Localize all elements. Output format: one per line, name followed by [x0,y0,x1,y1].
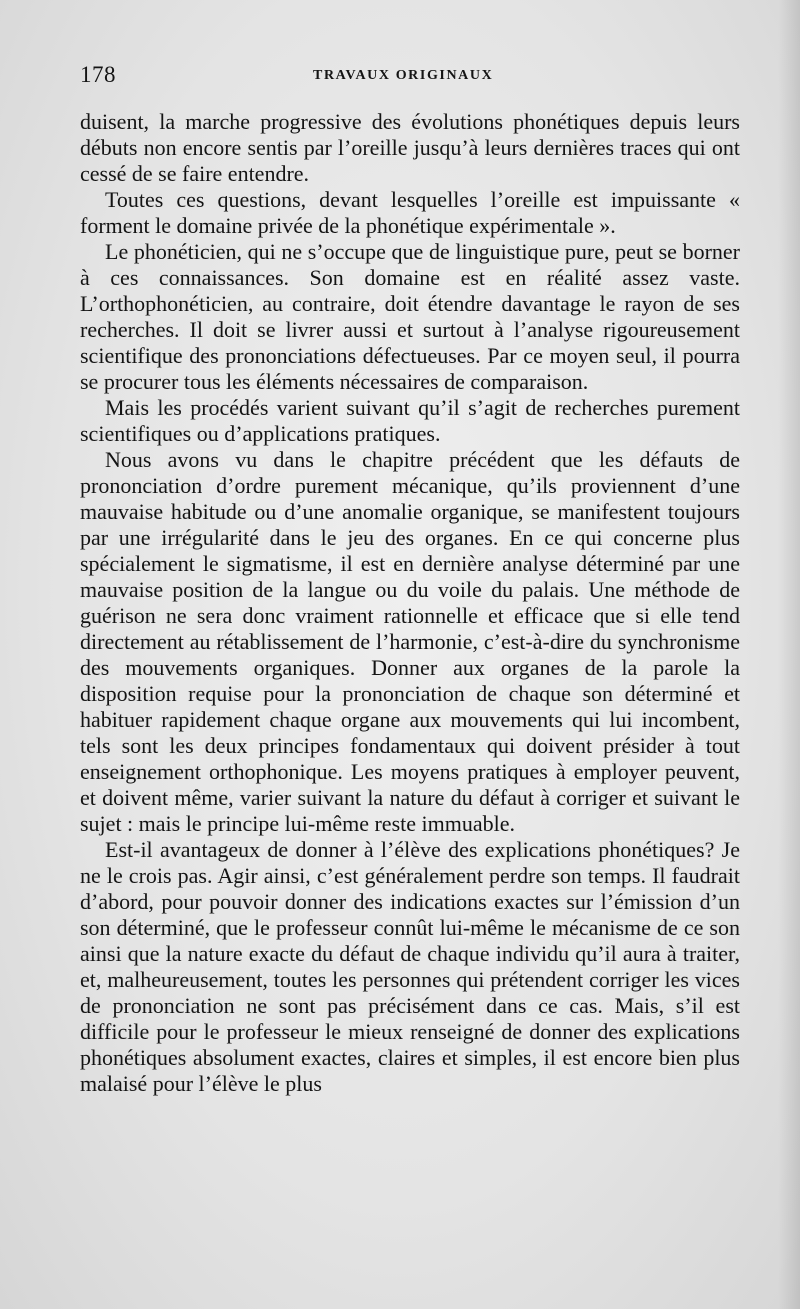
paragraph: Nous avons vu dans le chapitre précédent que les défauts de prononciation d’ordre purement mécanique, qu’ils proviennent d’une mauvaise habitude ou d’une anomalie organique, se manifestent toujours par une irrégularité dans le jeu des organes. En ce qui concerne plus spécialement le sigmatisme, il est en dernière analyse déterminé par une mauvaise position de la langue ou du voile du palais. Une méthode de guérison ne sera donc vraiment rationnelle et efficace que si elle tend directement au rétablissement de l’harmonie, c’est-à-dire du synchronisme des mouvements organiques. Donner aux organes de la parole la disposition requise pour la prononciation de chaque son déterminé et habituer rapidement chaque organe aux mouvements qui lui incombent, tels sont les deux principes fondamentaux qui doivent présider à tout enseignement orthophonique. Les moyens pratiques à employer peuvent, et doivent même, varier suivant la nature du défaut à corriger et suivant le sujet : mais le principe lui-même reste immuable. [80,447,740,836]
paragraph: Est-il avantageux de donner à l’élève des explications phonétiques? Je ne le crois pas. Agir ainsi, c’est généralement perdre son temps. Il faudrait d’abord, pour pouvoir donner des indications exactes sur l’émission d’un son déterminé, que le professeur connût lui-même le mécanisme de ce son ainsi que la nature exacte du défaut de chaque individu qu’il aura à traiter, et, malheureusement, toutes les personnes qui prétendent corriger les vices de prononciation ne sont pas précisément dans ce cas. Mais, s’il est difficile pour le professeur le mieux renseigné de donner des explications phonétiques absolument exactes, claires et simples, il est encore bien plus malaisé pour l’élève le plus [80,837,740,1096]
page-number: 178 [80,62,116,87]
page-header [80,62,740,92]
paragraph-continuation: duisent, la marche progressive des évolutions phonétiques depuis leurs débuts non encore sentis par l’oreille jusqu’à leurs dernières traces qui ont cessé de se faire entendre. [80,109,740,186]
paragraph: Toutes ces questions, devant lesquelles l’oreille est impuissante « forment le domaine privée de la phonétique expérimentale ». [80,187,740,238]
running-head: TRAVAUX ORIGINAUX [313,68,494,83]
page-edge-shadow [778,0,800,1309]
body-text [80,109,740,1097]
paragraph: Mais les procédés varient suivant qu’il s’agit de recherches purement scientifiques ou d’applications pratiques. [80,395,740,446]
paragraph: Le phonéticien, qui ne s’occupe que de linguistique pure, peut se borner à ces connaissances. Son domaine est en réalité assez vaste. L’orthophonéticien, au contraire, doit étendre davantage le rayon de ses recherches. Il doit se livrer aussi et surtout à l’analyse rigoureusement scientifique des prononciations défectueuses. Par ce moyen seul, il pourra se procurer tous les éléments nécessaires de comparaison. [80,239,740,394]
